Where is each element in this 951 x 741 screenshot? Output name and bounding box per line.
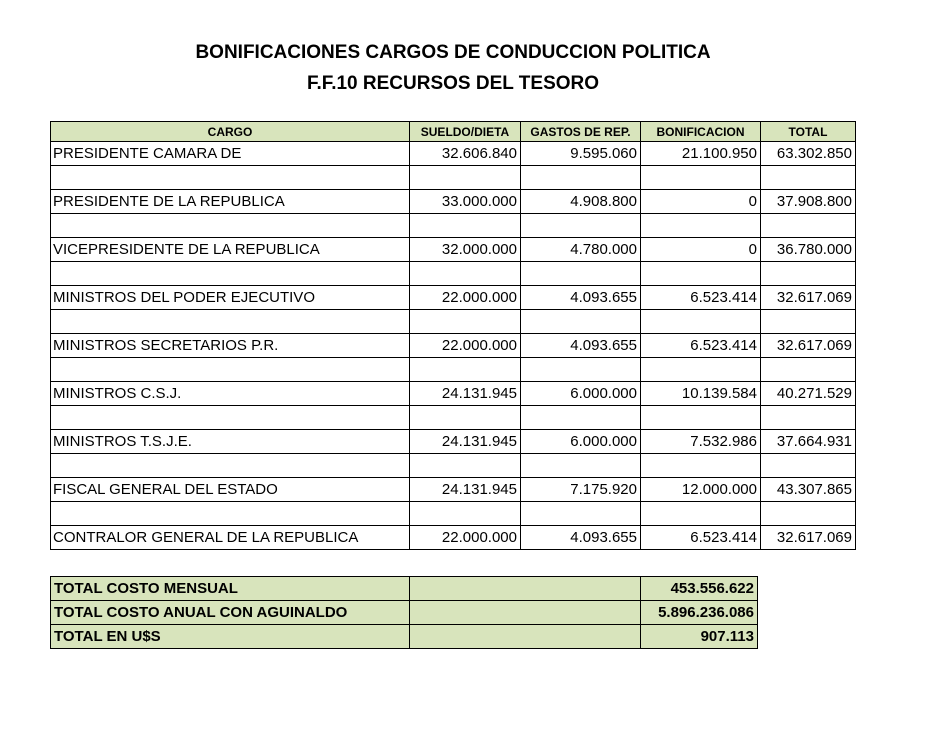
header-cargo: CARGO: [51, 122, 410, 142]
table-header-row: [51, 122, 856, 142]
cell-bonificacion: 0: [641, 238, 761, 262]
total-blank-cell: [410, 625, 641, 649]
cell-total: 63.302.850: [761, 142, 856, 166]
total-blank-cell: [410, 577, 641, 601]
cell-cargo: FISCAL GENERAL DEL ESTADO: [51, 478, 410, 502]
total-label: TOTAL EN U$S: [51, 625, 410, 649]
empty-cell: [521, 406, 641, 430]
empty-cell: [641, 358, 761, 382]
empty-cell: [641, 214, 761, 238]
empty-cell: [410, 502, 521, 526]
total-blank-cell: [410, 601, 641, 625]
empty-cell: [410, 406, 521, 430]
total-row-annual: [51, 601, 758, 625]
cell-gastos: 9.595.060: [521, 142, 641, 166]
cell-total: 32.617.069: [761, 334, 856, 358]
empty-cell: [641, 406, 761, 430]
cell-gastos: 4.908.800: [521, 190, 641, 214]
cell-bonificacion: 6.523.414: [641, 286, 761, 310]
table-row: [51, 382, 856, 406]
empty-cell: [51, 166, 410, 190]
cell-gastos: 4.093.655: [521, 334, 641, 358]
total-row-monthly: [51, 577, 758, 601]
empty-cell: [51, 502, 410, 526]
header-bonificacion: BONIFICACION: [641, 122, 761, 142]
cell-sueldo: 22.000.000: [410, 286, 521, 310]
cell-cargo: MINISTROS SECRETARIOS P.R.: [51, 334, 410, 358]
empty-cell: [51, 310, 410, 334]
cell-bonificacion: 0: [641, 190, 761, 214]
document-title: BONIFICACIONES CARGOS DE CONDUCCION POLITICA: [195, 42, 711, 63]
cell-total: 32.617.069: [761, 526, 856, 550]
empty-cell: [521, 502, 641, 526]
empty-cell: [761, 166, 856, 190]
empty-cell: [410, 262, 521, 286]
cell-sueldo: 24.131.945: [410, 382, 521, 406]
header-gastos: GASTOS DE REP.: [521, 122, 641, 142]
header-total: TOTAL: [761, 122, 856, 142]
empty-cell: [761, 262, 856, 286]
spacer-row: [51, 310, 856, 334]
cell-total: 37.664.931: [761, 430, 856, 454]
empty-cell: [761, 406, 856, 430]
cell-gastos: 7.175.920: [521, 478, 641, 502]
empty-cell: [641, 166, 761, 190]
cell-total: 37.908.800: [761, 190, 856, 214]
total-row-usd: [51, 625, 758, 649]
spacer-row: [51, 454, 856, 478]
spacer-row: [51, 358, 856, 382]
spacer-row: [51, 502, 856, 526]
spacer-row: [51, 166, 856, 190]
cell-gastos: 6.000.000: [521, 430, 641, 454]
cell-cargo: CONTRALOR GENERAL DE LA REPUBLICA: [51, 526, 410, 550]
cell-sueldo: 24.131.945: [410, 478, 521, 502]
cell-sueldo: 24.131.945: [410, 430, 521, 454]
spacer-row: [51, 262, 856, 286]
empty-cell: [521, 358, 641, 382]
table-row: [51, 526, 856, 550]
cell-cargo: PRESIDENTE CAMARA DE: [51, 142, 410, 166]
empty-cell: [410, 214, 521, 238]
empty-cell: [761, 310, 856, 334]
table-row: [51, 238, 856, 262]
table-row: [51, 142, 856, 166]
cell-gastos: 4.093.655: [521, 286, 641, 310]
empty-cell: [761, 358, 856, 382]
empty-cell: [51, 358, 410, 382]
totals-table: [50, 576, 758, 649]
table-row: [51, 190, 856, 214]
table-row: [51, 286, 856, 310]
cell-bonificacion: 6.523.414: [641, 526, 761, 550]
empty-cell: [521, 262, 641, 286]
total-value: 5.896.236.086: [641, 601, 758, 625]
cell-cargo: MINISTROS DEL PODER EJECUTIVO: [51, 286, 410, 310]
empty-cell: [51, 406, 410, 430]
cell-total: 32.617.069: [761, 286, 856, 310]
spacer-row: [51, 214, 856, 238]
cell-bonificacion: 6.523.414: [641, 334, 761, 358]
empty-cell: [51, 454, 410, 478]
cell-bonificacion: 10.139.584: [641, 382, 761, 406]
cell-bonificacion: 7.532.986: [641, 430, 761, 454]
empty-cell: [761, 502, 856, 526]
spacer-row: [51, 406, 856, 430]
empty-cell: [410, 358, 521, 382]
positions-table: [50, 121, 856, 550]
empty-cell: [521, 310, 641, 334]
cell-cargo: VICEPRESIDENTE DE LA REPUBLICA: [51, 238, 410, 262]
table-row: [51, 334, 856, 358]
empty-cell: [641, 310, 761, 334]
cell-bonificacion: 21.100.950: [641, 142, 761, 166]
cell-gastos: 4.780.000: [521, 238, 641, 262]
total-value: 907.113: [641, 625, 758, 649]
total-label: TOTAL COSTO ANUAL CON AGUINALDO: [51, 601, 410, 625]
empty-cell: [521, 214, 641, 238]
empty-cell: [641, 262, 761, 286]
empty-cell: [410, 454, 521, 478]
cell-total: 40.271.529: [761, 382, 856, 406]
cell-total: 43.307.865: [761, 478, 856, 502]
empty-cell: [521, 166, 641, 190]
empty-cell: [641, 502, 761, 526]
header-sueldo: SUELDO/DIETA: [410, 122, 521, 142]
cell-sueldo: 22.000.000: [410, 526, 521, 550]
table-row: [51, 430, 856, 454]
empty-cell: [51, 262, 410, 286]
empty-cell: [410, 166, 521, 190]
cell-sueldo: 32.606.840: [410, 142, 521, 166]
cell-sueldo: 33.000.000: [410, 190, 521, 214]
cell-sueldo: 22.000.000: [410, 334, 521, 358]
total-value: 453.556.622: [641, 577, 758, 601]
cell-cargo: MINISTROS T.S.J.E.: [51, 430, 410, 454]
cell-gastos: 6.000.000: [521, 382, 641, 406]
cell-gastos: 4.093.655: [521, 526, 641, 550]
empty-cell: [51, 214, 410, 238]
cell-bonificacion: 12.000.000: [641, 478, 761, 502]
total-label: TOTAL COSTO MENSUAL: [51, 577, 410, 601]
cell-total: 36.780.000: [761, 238, 856, 262]
empty-cell: [761, 454, 856, 478]
table-row: [51, 478, 856, 502]
empty-cell: [521, 454, 641, 478]
cell-sueldo: 32.000.000: [410, 238, 521, 262]
empty-cell: [410, 310, 521, 334]
document-subtitle: F.F.10 RECURSOS DEL TESORO: [306, 73, 600, 94]
empty-cell: [641, 454, 761, 478]
cell-cargo: MINISTROS C.S.J.: [51, 382, 410, 406]
empty-cell: [761, 214, 856, 238]
cell-cargo: PRESIDENTE DE LA REPUBLICA: [51, 190, 410, 214]
